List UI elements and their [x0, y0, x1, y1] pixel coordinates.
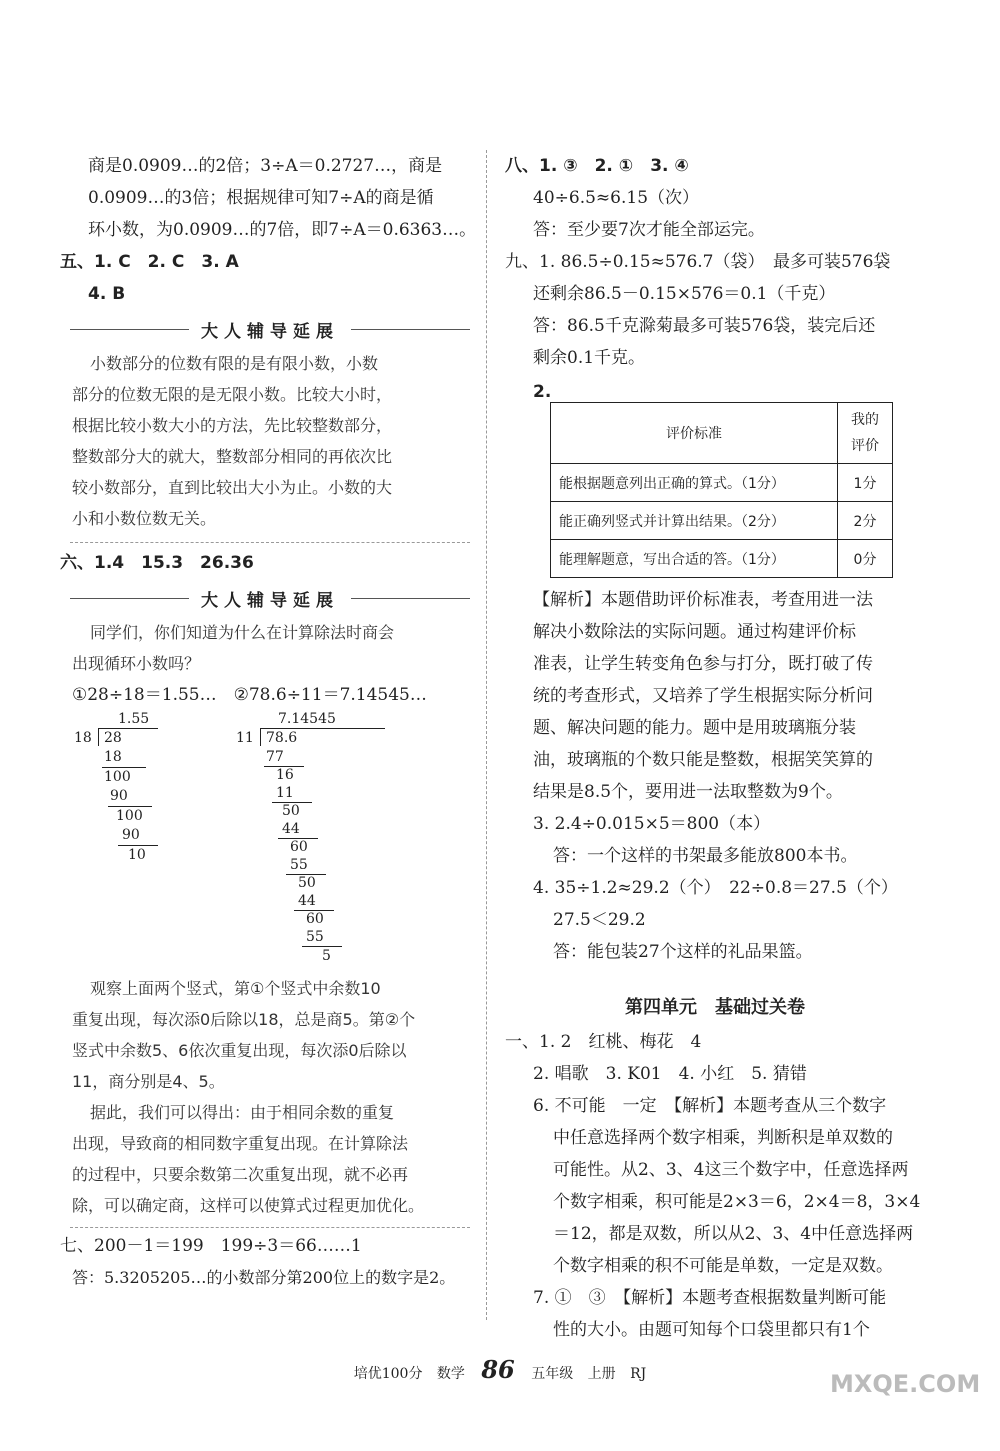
- answer-five: 五、1. C 2. C 3. A: [60, 252, 239, 272]
- answer-six: 六、1.4 15.3 26.36: [60, 553, 254, 573]
- division-equations: ①28÷18＝1.55… ②78.6÷11＝7.14545…: [72, 685, 427, 705]
- unit-answer-line: 2. 唱歌 3. K01 4. 小红 5. 猜错: [533, 1064, 807, 1084]
- step: 90: [110, 788, 128, 804]
- text-line: 商是0.0909…的2倍；3÷A＝0.2727…，商是: [88, 156, 443, 176]
- series-name: 培优100分: [353, 1366, 423, 1382]
- term: 上册: [587, 1366, 616, 1382]
- quotient-1: 1.55: [118, 711, 150, 727]
- analysis-line: 油，玻璃瓶的个数只能是整数，根据笑笑算的: [533, 750, 873, 770]
- analysis-line: 统的考查形式，又培养了学生根据实际分析问: [533, 686, 873, 706]
- unit-answer-line: 6. 不可能 一定 【解析】本题考查从三个数字: [533, 1096, 887, 1116]
- header-line: 我的: [851, 412, 879, 428]
- note-line: 的过程中，只要余数第二次重复出现，就不必再: [72, 1165, 409, 1184]
- text-line: 40÷6.5≈6.15（次）: [533, 188, 700, 208]
- step: 50: [298, 875, 316, 891]
- unit-answer-line: 性的大小。由题可知每个口袋里都只有1个: [553, 1320, 870, 1340]
- note-line: 部分的位数无限的是无限小数。比较大小时，: [72, 385, 393, 404]
- question-2-label: 2.: [533, 382, 552, 402]
- unit-answer-line: ＝12，都是双数，所以从2、3、4中任意选择两: [553, 1224, 914, 1244]
- quotient-2: 7.14545: [278, 711, 336, 727]
- table-cell: 能正确列竖式并计算出结果。（2分）: [551, 502, 838, 540]
- step: 18: [104, 749, 122, 765]
- note-line: 观察上面两个竖式，第①个竖式中余数10: [90, 979, 381, 998]
- text-line: 答：一个这样的书架最多能放800本书。: [553, 846, 858, 866]
- unit-answer-line: 一、1. 2 红桃、梅花 4: [505, 1032, 702, 1052]
- section-separator: [70, 1227, 470, 1228]
- step: 11: [276, 785, 294, 801]
- evaluation-table: [550, 402, 893, 578]
- note-line: 重复出现，每次添0后除以18，总是商5。第②个: [72, 1010, 416, 1029]
- step: 5: [322, 948, 331, 964]
- watermark-logo: MXQE.COM: [830, 1370, 981, 1398]
- divisor-2: 11: [236, 730, 254, 746]
- note-line: 出现循环小数吗？: [72, 654, 201, 673]
- note-line: 除，可以确定商，这样可以使算式过程更加优化。: [72, 1196, 425, 1215]
- step: 10: [128, 847, 146, 863]
- unit-answer-line: 中任意选择两个数字相乘，判断积是单双数的: [553, 1128, 893, 1148]
- step: 44: [298, 893, 316, 909]
- long-division-area: [60, 711, 470, 973]
- extension-header: [70, 583, 470, 613]
- column-divider: [486, 150, 487, 1320]
- section-separator: [70, 542, 470, 543]
- answer-4: 4. 35÷1.2≈29.2（个） 22÷0.8＝27.5（个）: [533, 878, 898, 898]
- step: 77: [266, 749, 284, 765]
- unit-answer-line: 个数字相乘的积不可能是单数，一定是双数。: [553, 1256, 893, 1276]
- text-line: 环小数，为0.0909…的7倍，即7÷A＝0.6363…。: [88, 220, 477, 240]
- text-line: 还剩余86.5－0.15×576＝0.1（千克）: [533, 284, 836, 304]
- note-line: 小和小数位数无关。: [72, 509, 217, 528]
- left-column: [60, 150, 477, 1294]
- step: 55: [290, 857, 308, 873]
- header-line: 评价: [851, 438, 879, 454]
- page-number: 86: [481, 1355, 515, 1384]
- table-header-self: [838, 403, 893, 464]
- text-line: 答：86.5千克滁菊最多可装576袋，装完后还: [533, 316, 876, 336]
- note-line: 较小数部分，直到比较出大小为止。小数的大: [72, 478, 393, 497]
- note-line: 出现，导致商的相同数字重复出现。在计算除法: [72, 1134, 409, 1153]
- answer-five-b: 4. B: [88, 284, 126, 304]
- table-row: [551, 540, 893, 578]
- answer-nine: 九、1. 86.5÷0.15≈576.7（袋） 最多可装576袋: [505, 252, 891, 272]
- divisor-1: 18: [74, 730, 92, 746]
- note-line: 小数部分的位数有限的是有限小数，小数: [90, 354, 379, 373]
- text-line: 27.5＜29.2: [553, 910, 646, 930]
- right-column: [505, 150, 925, 1346]
- grade: 五年级: [531, 1366, 574, 1382]
- step: 50: [282, 803, 300, 819]
- table-cell: 2分: [838, 502, 893, 540]
- step: 60: [290, 839, 308, 855]
- text-line: 剩余0.1千克。: [533, 348, 646, 368]
- text-line: 0.0909…的3倍；根据规律可知7÷A的商是循: [88, 188, 434, 208]
- analysis-line: 准表，让学生转变角色参与打分，既打破了传: [533, 654, 873, 674]
- note-line: 据此，我们可以得出：由于相同余数的重复: [90, 1103, 395, 1122]
- answer-3: 3. 2.4÷0.015×5＝800（本）: [533, 814, 771, 834]
- table-header: 评价标准: [551, 403, 838, 464]
- answer-seven: 七、200－1＝199 199÷3＝66……1: [60, 1236, 362, 1256]
- table-cell: 能理解题意，写出合适的答。（1分）: [551, 540, 838, 578]
- dividend-2: 78.6: [266, 730, 298, 746]
- unit-answer-line: 个数字相乘，积可能是2×3＝6，2×4＝8，3×4: [553, 1192, 921, 1212]
- step: 90: [122, 827, 140, 843]
- step: 100: [104, 769, 131, 785]
- unit-title: 第四单元 基础过关卷: [625, 997, 805, 1018]
- note-line: 根据比较小数大小的方法，先比较整数部分，: [72, 416, 393, 435]
- answer-eight: 八、1. ③ 2. ① 3. ④: [505, 156, 689, 176]
- step: 100: [116, 808, 143, 824]
- edition: RJ: [630, 1366, 647, 1382]
- step: 55: [306, 929, 324, 945]
- unit-answer-line: 可能性。从2、3、4这三个数字中，任意选择两: [553, 1160, 909, 1180]
- analysis-line: 【解析】本题借助评价标准表，考查用进一法: [533, 590, 873, 610]
- unit-answer-line: 7. ① ③ 【解析】本题考查根据数量判断可能: [533, 1288, 887, 1308]
- table-row: [551, 464, 893, 502]
- note-line: 同学们，你们知道为什么在计算除法时商会: [90, 623, 395, 642]
- text-line: 答：能包装27个这样的礼品果篮。: [553, 942, 813, 962]
- note-line: 11，商分别是4、5。: [72, 1072, 225, 1091]
- extension-label: 大人辅导延展: [201, 590, 339, 611]
- answer-seven-line: 答：5.3205205…的小数部分第200位上的数字是2。: [72, 1268, 456, 1287]
- dividend-1: 28: [104, 730, 122, 746]
- text-line: 答：至少要7次才能全部运完。: [533, 220, 765, 240]
- table-cell: 1分: [838, 464, 893, 502]
- extension-label: 大人辅导延展: [201, 321, 339, 342]
- extension-header: [70, 314, 470, 344]
- step: 44: [282, 821, 300, 837]
- table-cell: 能根据题意列出正确的算式。（1分）: [551, 464, 838, 502]
- step: 16: [276, 767, 294, 783]
- table-row: [551, 502, 893, 540]
- analysis-line: 题、解决问题的能力。题中是用玻璃瓶分装: [533, 718, 856, 738]
- table-cell: 0分: [838, 540, 893, 578]
- note-line: 竖式中余数5、6依次重复出现，每次添0后除以: [72, 1041, 407, 1060]
- note-line: 整数部分大的就大，整数部分相同的再依次比: [72, 447, 393, 466]
- analysis-line: 解决小数除法的实际问题。通过构建评价标: [533, 622, 856, 642]
- subject: 数学: [436, 1366, 465, 1382]
- step: 60: [306, 911, 324, 927]
- analysis-line: 结果是8.5个，要用进一法取整数为9个。: [533, 782, 843, 802]
